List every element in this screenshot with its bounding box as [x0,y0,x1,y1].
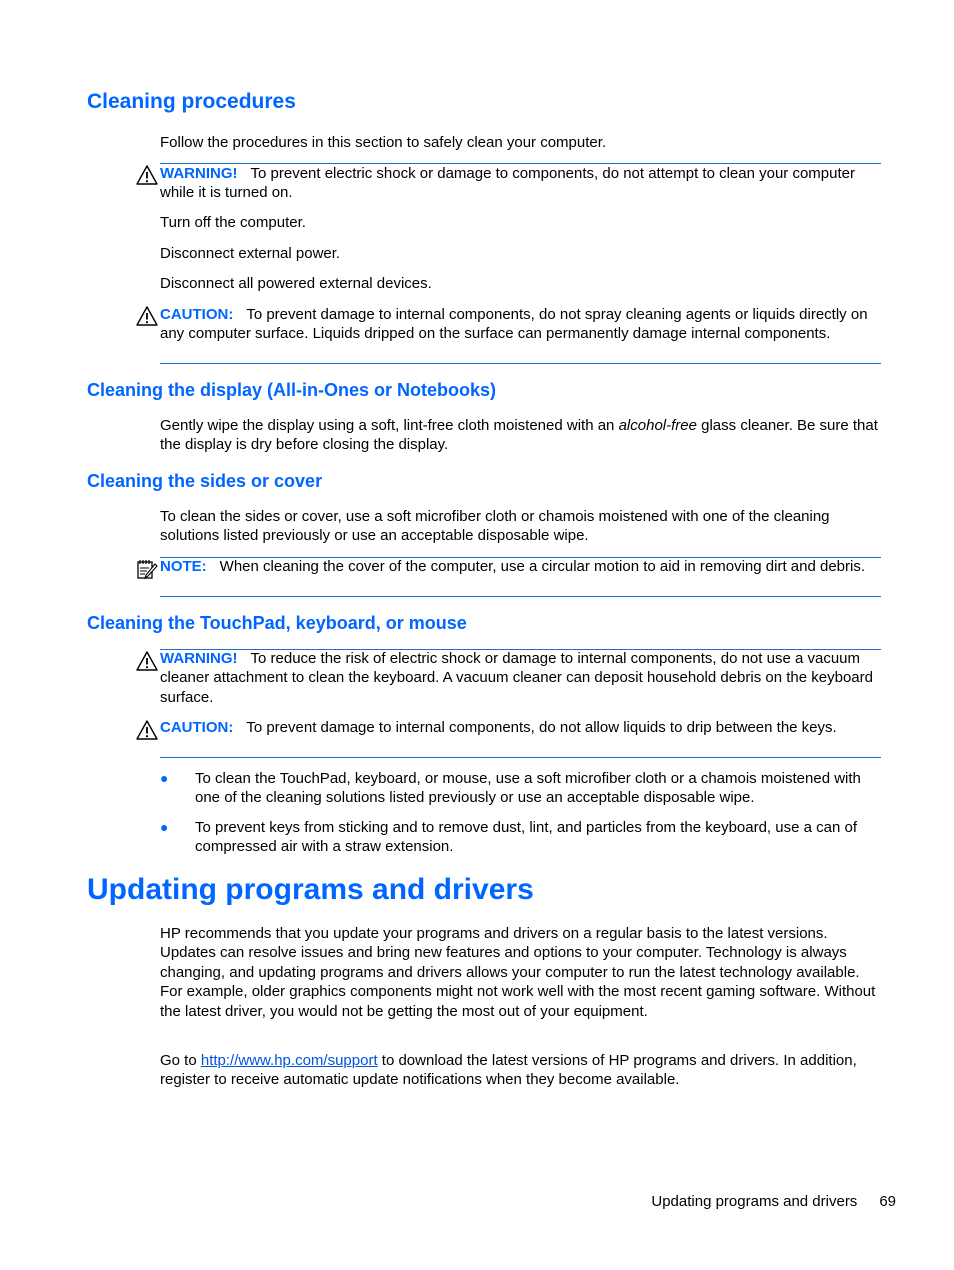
section-title-updating: Updating programs and drivers [87,873,534,906]
warning-triangle-icon [136,719,158,741]
caution-text: To prevent damage to internal components, do not spray cleaning agents or liquids directly on any computer surface. Liquids dripped on the surface can permanently damage internal components. [160,306,868,343]
warning-admonition [160,164,882,203]
intro-paragraph: Follow the procedures in this section to safely clean your computer. [160,134,607,151]
note-pad-icon [136,558,158,580]
warning-admonition [160,649,882,707]
page-footer [651,1193,896,1210]
emphasis-text: alcohol-free [618,417,697,434]
warning-text: To prevent electric shock or damage to components, do not attempt to clean your computer while it is turned on. [160,165,855,202]
warning-label: WARNING! [160,165,238,182]
bullet-marker: ● [160,819,169,835]
subsection-title-touchpad: Cleaning the TouchPad, keyboard, or mouse [87,613,467,633]
caution-bottom-rule [160,757,881,758]
warning-triangle-icon [136,650,158,672]
warning-label: WARNING! [160,650,238,667]
step-item: Disconnect all powered external devices. [160,275,432,292]
note-label: NOTE: [160,558,207,575]
subsection-title-display: Cleaning the display (All-in-Ones or Notebooks) [87,380,497,400]
caution-label: CAUTION: [160,306,234,323]
caution-admonition [160,305,882,344]
note-bottom-rule [160,596,881,597]
subsection-title-sides: Cleaning the sides or cover [87,471,323,491]
caution-text: To prevent damage to internal components, do not allow liquids to drip between the keys. [246,719,837,736]
footer-section-title: Updating programs and drivers [651,1193,858,1210]
warning-text: To reduce the risk of electric shock or damage to internal components, do not use a vacuum cleaner attachment to clean the keyboard. A vacuum cleaner can deposit household debris on the keyboard surface. [160,650,873,706]
page-number: 69 [879,1193,896,1210]
section-title-cleaning-procedures: Cleaning procedures [87,90,296,113]
step-item: Turn off the computer. [160,214,306,231]
caution-admonition [160,718,882,737]
caution-bottom-rule [160,363,881,364]
hp-support-link[interactable]: http://www.hp.com/support [200,1052,378,1069]
updating-paragraph: HP recommends that you update your programs and drivers on a regular basis to the latest versions. Updates can resolve issues and bring new features and options to your computer. Technology is always changing, and updating programs and drivers allows your computer to run the latest technology available. For example, older graphics components might not work well with the most recent gaming software. Without the latest driver, you would not be getting the most out of your equipment. [160,925,876,1020]
warning-triangle-icon [136,164,158,186]
bullet-item: To clean the TouchPad, keyboard, or mouse, use a soft microfiber cloth or a chamois moistened with one of the cleaning solutions listed previously or use an acceptable disposable wipe. [195,770,861,807]
bullet-marker: ● [160,770,169,786]
caution-label: CAUTION: [160,719,234,736]
display-paragraph: Gently wipe the display using a soft, lint-free cloth moistened with an alcohol-free glass cleaner. Be sure that the display is dry before closing the display. [160,417,878,454]
note-text: When cleaning the cover of the computer, use a circular motion to aid in removing dirt and debris. [219,558,866,575]
note-admonition [160,557,882,576]
bullet-item: To prevent keys from sticking and to remove dust, lint, and particles from the keyboard, use a can of compressed air with a straw extension. [195,819,857,856]
step-item: Disconnect external power. [160,245,341,262]
sides-paragraph: To clean the sides or cover, use a soft microfiber cloth or chamois moistened with one of the cleaning solutions listed previously or use an acceptable disposable wipe. [160,508,830,545]
warning-triangle-icon [136,305,158,327]
updating-link-paragraph: Go to http://www.hp.com/support to download the latest versions of HP programs and drivers. In addition, register to receive automatic update notifications when they become available. [160,1052,857,1089]
